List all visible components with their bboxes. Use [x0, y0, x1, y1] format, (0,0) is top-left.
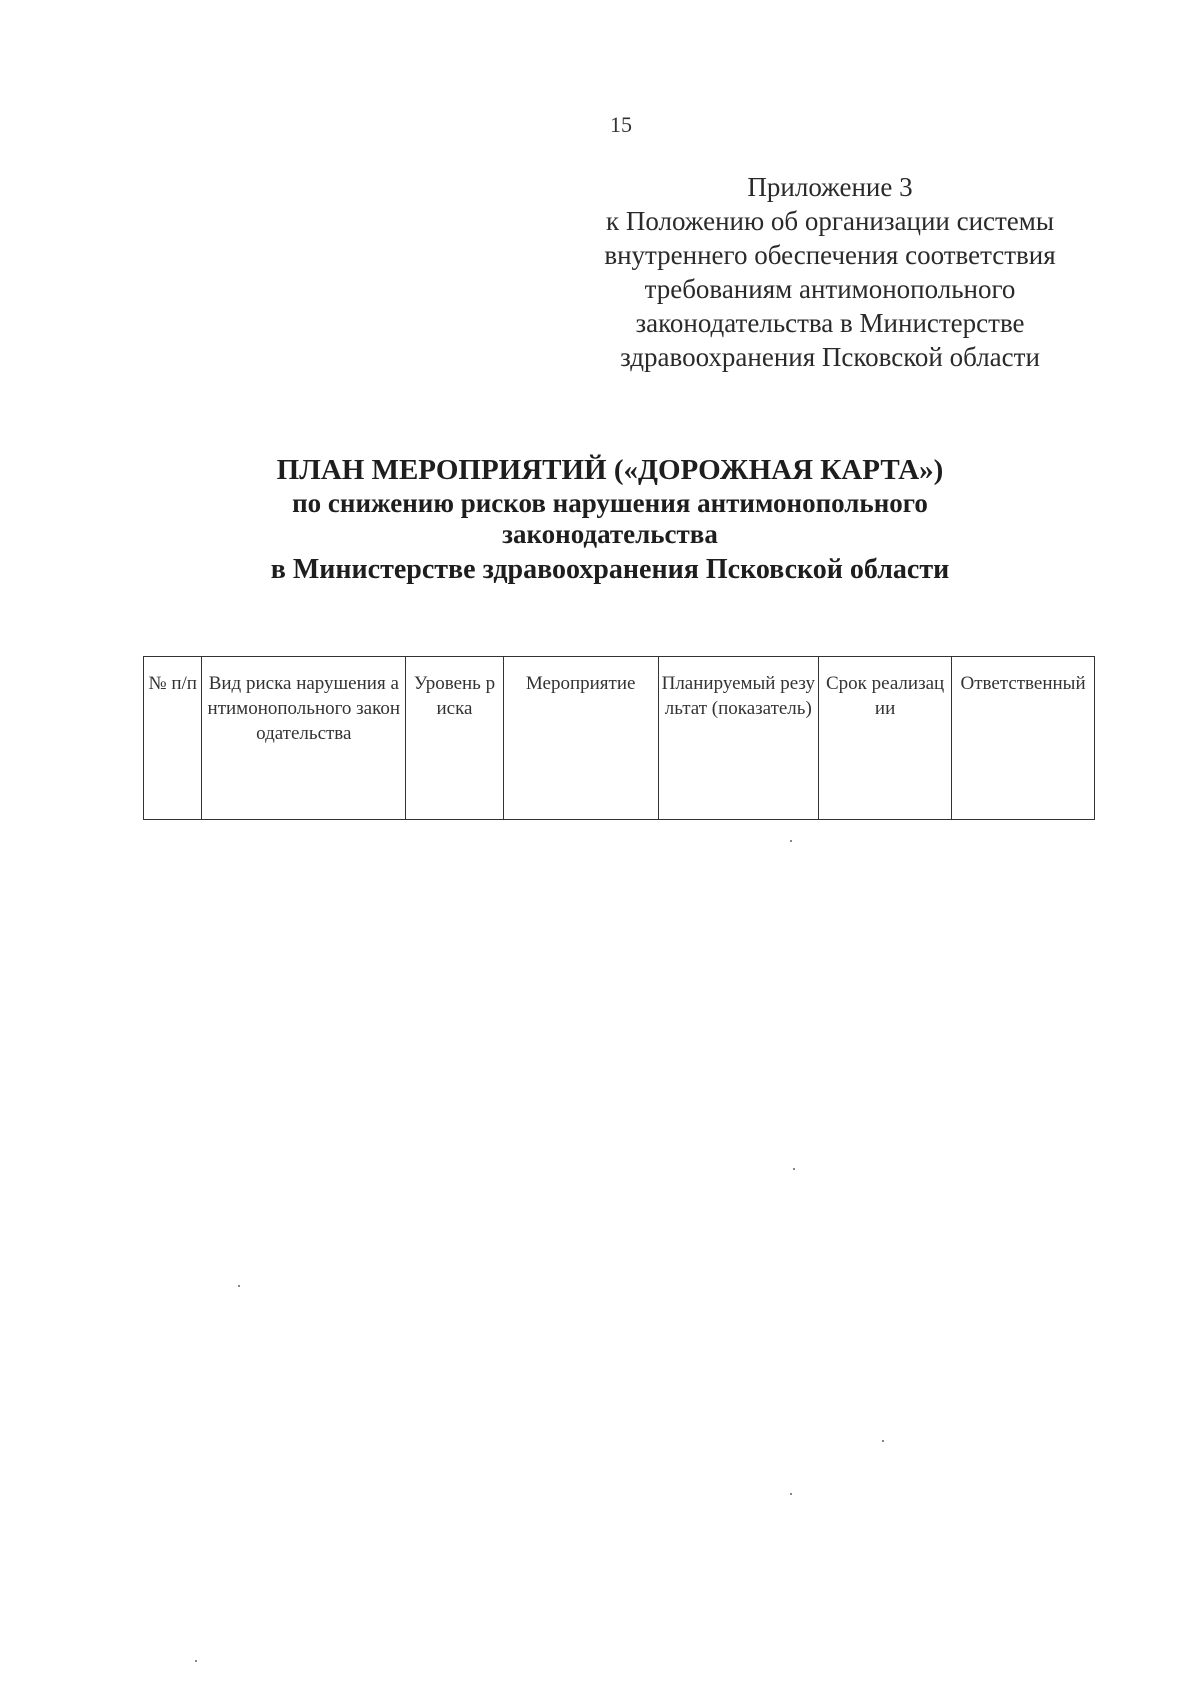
- appendix-line: внутреннего обеспечения соответствия: [604, 240, 1056, 270]
- document-title: [230, 452, 990, 588]
- title-subline: в Министерстве здравоохранения Псковской области: [270, 554, 950, 585]
- scan-speck: [238, 1285, 240, 1287]
- header-planned-result: Планируемый результат (показатель): [658, 657, 819, 820]
- appendix-line: законодательства в Министерстве: [635, 308, 1025, 338]
- appendix-note: [560, 170, 1100, 374]
- scan-speck: [882, 1440, 884, 1442]
- title-subline: по снижению рисков нарушения антимонопольного: [292, 488, 928, 518]
- scan-speck: [790, 840, 792, 842]
- header-responsible: Ответственный: [952, 657, 1095, 820]
- scan-speck: [793, 1168, 795, 1170]
- scan-speck: [195, 1660, 197, 1662]
- header-event: Мероприятие: [503, 657, 658, 820]
- title-main: ПЛАН МЕРОПРИЯТИЙ («ДОРОЖНАЯ КАРТА»): [276, 454, 944, 486]
- table-header-row: [144, 657, 1095, 820]
- plan-table-header: [144, 657, 1095, 820]
- header-term: Срок реализации: [819, 657, 952, 820]
- appendix-line: требованиям антимонопольного: [644, 274, 1016, 304]
- appendix-line: Приложение 3: [747, 172, 913, 202]
- page-number: 15: [610, 112, 632, 137]
- appendix-line: к Положению об организации системы: [605, 206, 1055, 236]
- header-risk-type: Вид риска нарушения антимонопольного законодательства: [202, 657, 406, 820]
- header-num: № п/п: [144, 657, 202, 820]
- scan-speck: [790, 1493, 792, 1495]
- plan-table: [143, 656, 1095, 820]
- appendix-line: здравоохранения Псковской области: [620, 342, 1040, 372]
- header-risk-level: Уровень риска: [406, 657, 504, 820]
- title-subline: законодательства: [502, 519, 718, 549]
